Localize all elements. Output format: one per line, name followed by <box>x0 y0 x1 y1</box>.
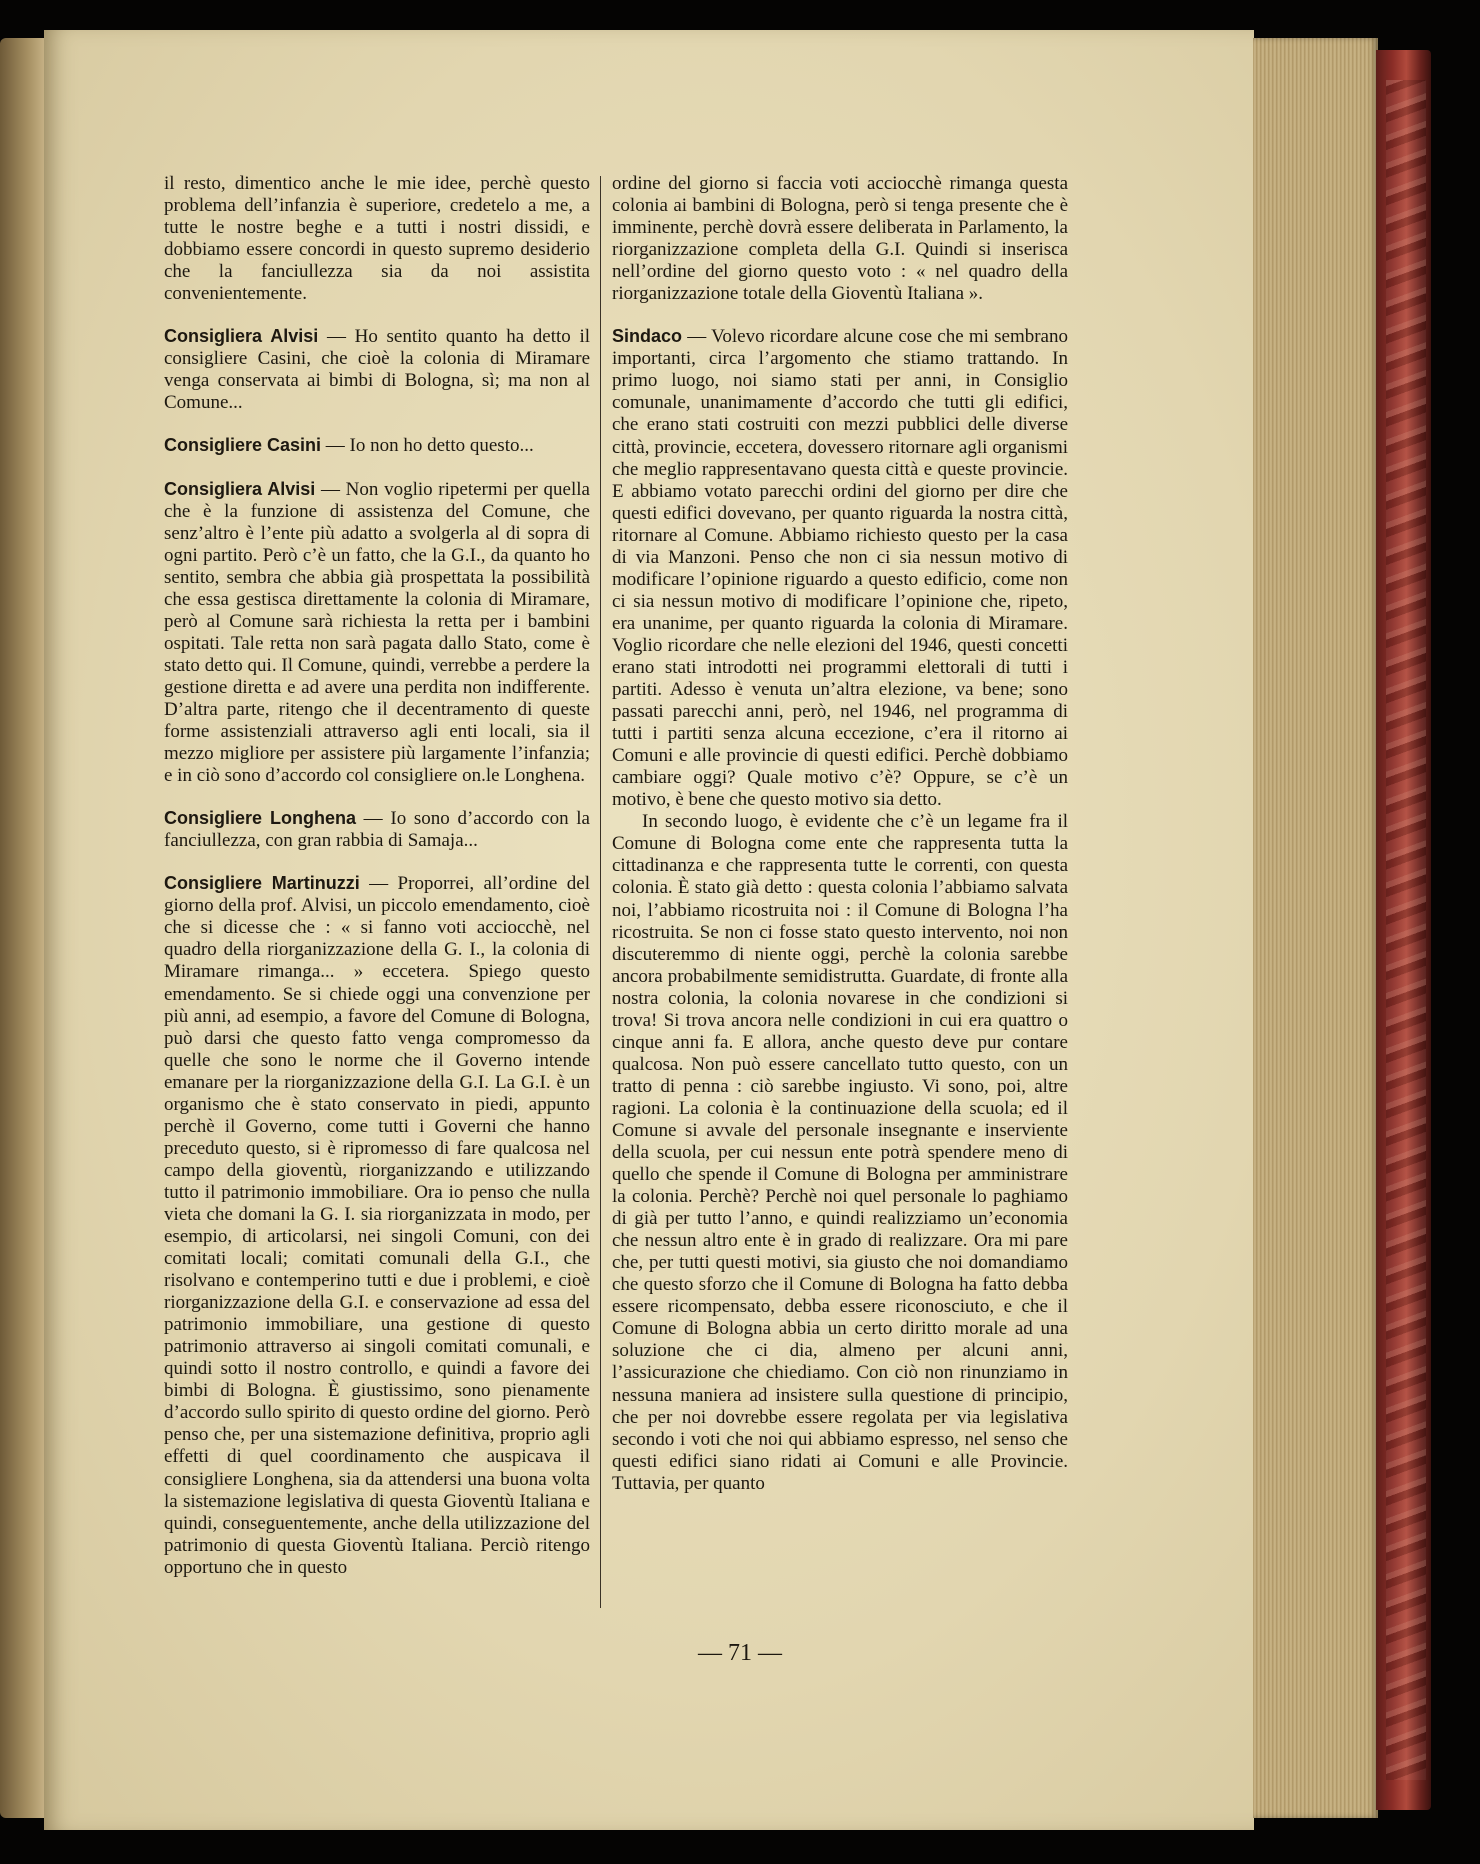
entry-text: — Io sono d’accordo con la fanciullezza, con gran rabbia di Samaja... <box>164 808 590 852</box>
left-column <box>164 173 590 1579</box>
column-divider <box>600 176 601 1608</box>
sindaco-paragraph-2: In secondo luogo, è evidente che c’è un legame fra il Comune di Bologna come ente che rappresenta tutta la cittadinanza e che rappresenta tutte le correnti, con questa colonia. È stato già detto : questa colonia l’abbiamo salvata noi, l’abbiamo ricostruita noi : il Comune di Bologna l’ha ricostruita. Se non ci fosse stato questo intervento, noi non discuteremmo di niente oggi, perchè la colonia sarebbe ancora probabilmente semidistrutta. Guardate, di fronte alla nostra colonia, la colonia novarese in che condizioni si trova! Si trova ancora nelle condizioni in cui era quattro o cinque anni fa. E allora, anche questo deve pur contare qualcosa. Non può essere cancellato tutto questo, con un tratto di penna : ciò sarebbe ingiusto. Vi sono, poi, altre ragioni. La colonia è la continuazione della scuola; ed il Comune si avvale del personale insegnante e inserviente della scuola, per cui nessun ente potrà spendere meno di quello che spende il Comune di Bologna per amministrare la colonia. Perchè? Perchè noi quel personale lo paghiamo di già per tutto l’anno, e quindi realizziamo un’economia che nessun altro ente è in grado di realizzare. Ora mi pare che, per tutti questi motivi, sia giusto che noi domandiamo che questo sforzo che il Comune di Bologna ha fatto debba essere ricompensato, debba essere riconosciuto, e che il Comune di Bologna abbia un certo diritto morale ad una soluzione che ci dia, almeno per alcuni anni, l’assicurazione che chiediamo. Con ciò non rinunziamo in nessuna maniera ad insistere sulla questione di principio, che per noi dovrebbe essere regolata per via legislativa secondo i voti che noi qui abbiamo espresso, nel senso che questi edifici siano ridati ai Comuni e alle Provincie. Tuttavia, per quanto <box>612 811 1068 1494</box>
speaker-name: Consigliera Alvisi <box>164 478 316 499</box>
entry-text: — Ho sentito quanto ha detto il consigliere Casini, che cioè la colonia di Miramare venga conservata ai bimbi di Bologna, sì; ma non al Comune... <box>164 326 590 414</box>
marbled-cover-pattern <box>1386 80 1426 1780</box>
entry-longhena <box>164 807 590 852</box>
entry-text: — Non voglio ripetermi per quella che è la funzione di assistenza del Comune, che senz’altro è l’ente più adatto a svolgerla al di sopra di ogni partito. Però c’è un fatto, che la G.I., da quanto ho sentito, sembra che abbia già prospettata la possibilità che essa gestisca direttamente la colonia di Miramare, però al Comune sarà richiesta la retta per i bambini ospitati. Tale retta non sarà pagata dallo Stato, come è stato detto qui. Il Comune, quindi, verrebbe a perdere la gestione diretta e ad avere una perdita non indifferente. D’altra parte, ritengo che il decentramento di queste forme assistenziali attraverso agli enti locali, sia il mezzo migliore per assistere più largamente l’infanzia; e in ciò sono d’accordo col consigliere on.le Longhena. <box>164 478 590 787</box>
entry-alvisi-2 <box>164 478 590 788</box>
speaker-name: Consigliera Alvisi <box>164 326 319 347</box>
speaker-name: Consigliere Casini <box>164 435 322 456</box>
entry-text: — Proporrei, all’ordine del giorno della prof. Alvisi, un piccolo emendamento, cioè che si dicesse che : « si fanno voti acciocchè, nel quadro della riorganizzazione della G. I., la colonia di Miramare rimanga... » eccetera. Spiego questo emendamento. Se si chiede oggi una convenzione per più anni, ad esempio, a favore del Comune di Bologna, può darsi che questo fatto venga compromesso da quelle che sono le norme che il Governo intende emanare per la riorganizzazione della G.I. La G.I. è un organismo che è stato conservato in piedi, appunto perchè il Governo, come tutti i Governi che hanno preceduto questo, si è ripromesso di fare qualcosa nel campo della gioventù, riorganizzando e utilizzando tutto il patrimonio immobiliare. Ora io penso che nulla vieta che domani la G. I. sia riorganizzata in modo, per esempio, di articolarsi, nei singoli Comuni, con dei comitati locali; comitati comunali della G.I., che risolvano e contemperino tutti e due i problemi, e cioè riorganizzazione della G.I. e conservazione ad essa del patrimonio immobiliare, una gestione di questo patrimonio attraverso ai singoli comitati comunali, e quindi sotto il nostro controllo, e quindi a favore dei bimbi di Bologna. È giustissimo, sono pienamente d’accordo sullo spirito di questo ordine del giorno. Però penso che, per una sistemazione definitiva, proprio agli effetti di quel coordinamento che auspicava il consigliere Longhena, sia da attendersi una buona volta la sistemazione legislativa di questa Gioventù Italiana e quindi, conseguentemente, anche della utilizzazione del patrimonio di questa Gioventù Italiana. Perciò ritengo opportuno che in questo <box>164 873 590 1578</box>
speaker-name: Consigliere Martinuzzi <box>164 873 360 894</box>
speaker-name: Consigliere Longhena <box>164 808 356 829</box>
page-number: — 71 — <box>698 1640 782 1666</box>
entry-casini <box>164 434 590 457</box>
speaker-name: Sindaco <box>612 326 683 347</box>
page-block-edge <box>1253 38 1378 1818</box>
continuation-paragraph: ordine del giorno si faccia voti acciocchè rimanga questa colonia ai bambini di Bologna, però si tenga presente che è imminente, perchè dovrà essere deliberata in Parlamento, la riorganizzazione completa della G.I. Quindi si inserisca nell’ordine del giorno questo voto : « nel quadro della riorganizzazione totale della Gioventù Italiana ». <box>612 173 1068 305</box>
right-column <box>612 173 1068 1495</box>
entry-text: — Volevo ricordare alcune cose che mi sembrano importanti, circa l’argomento che stiamo trattando. In primo luogo, noi siamo stati per anni, in Consiglio comunale, unanimamente d’accordo che tutti gli edifici, che erano stati costruiti con mezzi pubblici delle diverse città, provincie, eccetera, dovessero ritornare agli organismi che meglio rappresentavano questa città e queste provincie. E abbiamo votato parecchi ordini del giorno per dire che questi edifici dovevano, per quanto riguarda la nostra città, ritornare al Comune. Abbiamo richiesto questo per la casa di via Manzoni. Penso che non ci sia nessun motivo di modificare l’opinione riguardo a questo edificio, come non ci sia nessun motivo di modificare l’opinione che, ripeto, era unanime, per quanto riguarda la colonia di Miramare. Voglio ricordare che nelle elezioni del 1946, questi concetti erano stati introdotti nei programmi elettorali di tutti i partiti. Adesso è venuta un’altra elezione, va bene; sono passati parecchi anni, però, nel 1946, nel programma di tutti i partiti senza alcuna eccezione, c’era il ritorno ai Comuni e alle provincie di questi edifici. Perchè dobbiamo cambiare oggi? Quale motivo c’è? Oppure, se c’è un motivo, è bene che questo motivo sia detto. <box>612 326 1068 811</box>
entry-sindaco <box>612 325 1068 811</box>
entry-alvisi-1 <box>164 325 590 414</box>
left-page-edge <box>0 38 46 1818</box>
intro-paragraph: il resto, dimentico anche le mie idee, perchè questo problema dell’infanzia è superiore, credetelo a me, a tutte le nostre beghe e a tutti i nostri dissidi, e dobbiamo essere concordi in questo supremo desiderio che la fanciullezza sia da noi assistita convenientemente. <box>164 173 590 305</box>
entry-text: — Io non ho detto questo... <box>321 435 534 457</box>
entry-martinuzzi <box>164 872 590 1579</box>
